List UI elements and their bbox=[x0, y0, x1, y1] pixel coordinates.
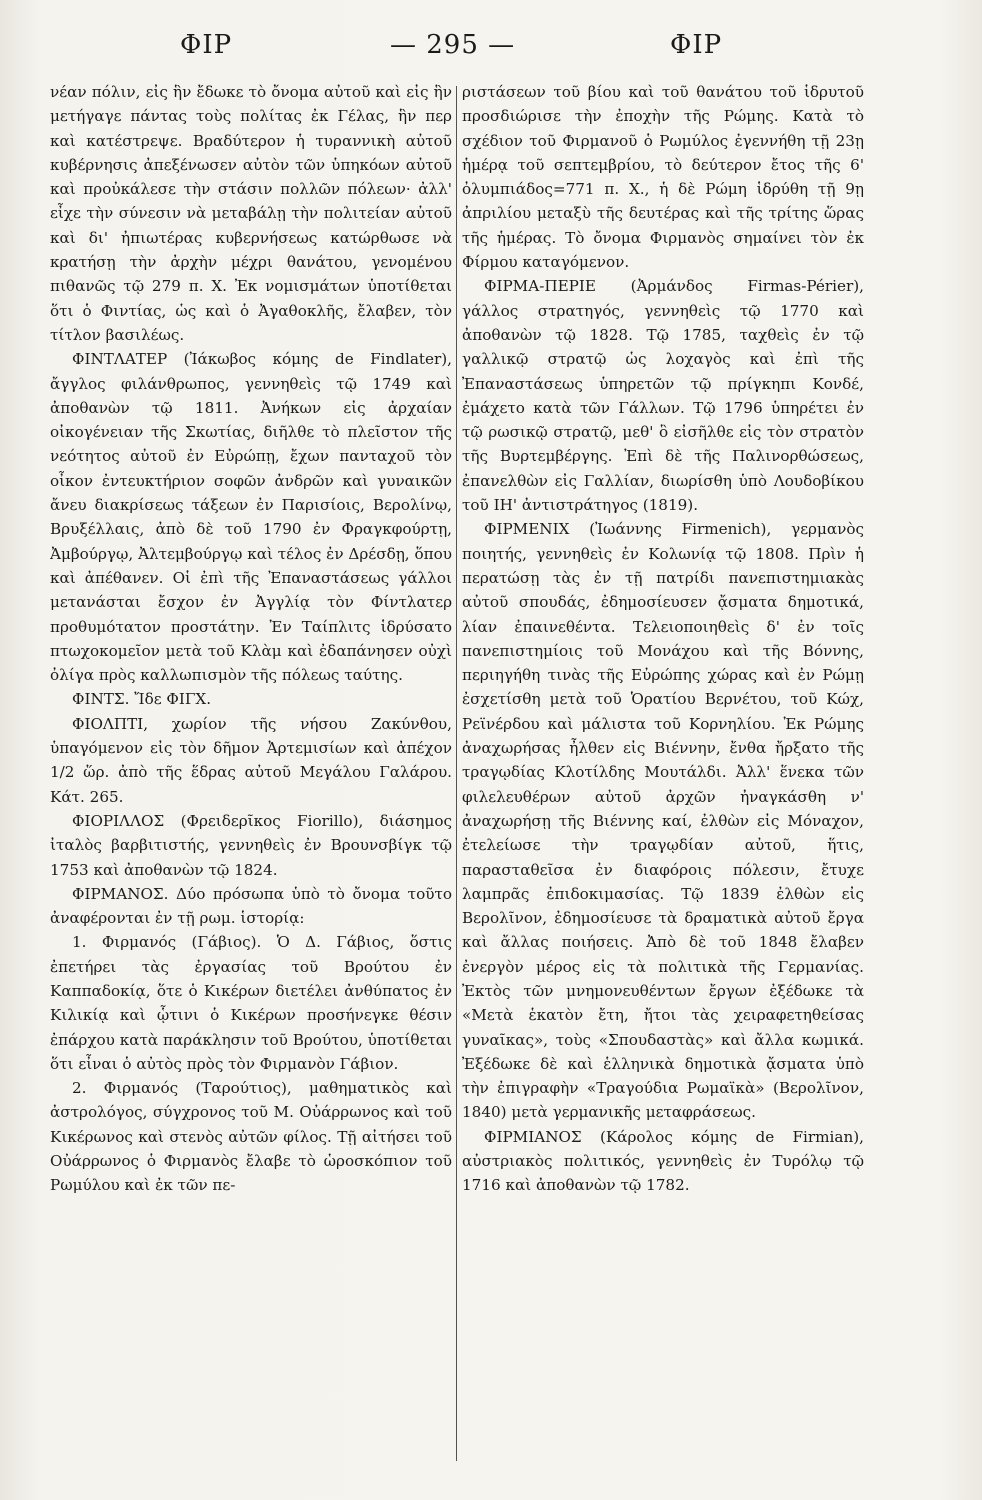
header-right-guide-word: ΦΙΡ bbox=[670, 30, 723, 60]
entry-firmian: ΦΙΡΜΙΑΝΟΣ (Κάρολος κόμης de Firmian), αὐστριακὸς πολιτικός, γεννηθεὶς ἐν Τυρόλῳ τῷ 1716 καὶ ἀποθανὼν τῷ 1782. bbox=[462, 1127, 864, 1195]
right-column bbox=[462, 80, 864, 1470]
page-number: — 295 — bbox=[390, 30, 516, 60]
entry-fiorillo: ΦΙΟΡΙΛΛΟΣ (Φρειδερῖκος Fiorillo), διάσημος ἰταλὸς βαρβιτιστής, γεννηθεὶς ἐν Βρουνσβίγκ τῷ 1753 καὶ ἀποθανὼν τῷ 1824. bbox=[50, 811, 452, 879]
entry-firmas-perier: ΦΙΡΜΑ-ΠΕΡΙΕ (Ἀρμάνδος Firmas-Périer), γάλλος στρατηγός, γεννηθεὶς τῷ 1770 καὶ ἀποθανὼν τῷ 1828. Τῷ 1785, ταχθεὶς ἐν τῷ γαλλικῷ στρατῷ ὡς λοχαγὸς καὶ ἐπὶ τῆς Ἐπαναστάσεως ὑπηρετῶν τῷ πρίγκηπι Κονδέ, ἐμάχετο κατὰ τῶν Γάλλων. Τῷ 1796 ὑπηρέτει ἐν τῷ ρωσικῷ στρατῷ, μεθ' ὃ εἰσῆλθε εἰς τὸν στρατὸν τῆς Βυρτεμβέργης. Ἐπὶ δὲ τῆς Παλινορθώσεως, ἐπανελθὼν εἰς Γαλλίαν, διωρίσθη ὑπὸ Λουδοβίκου τοῦ ΙΗ' ἀντιστράτηγος (1819). bbox=[462, 277, 864, 515]
entry-phintias-continued: νέαν πόλιν, εἰς ἣν ἔδωκε τὸ ὄνομα αὐτοῦ καὶ εἰς ἣν μετήγαγε πάντας τοὺς πολίτας ἐκ Γέλας, ἣν περ καὶ κατέστρεψε. Βραδύτερον ἡ τυραννικὴ αὐτοῦ κυβέρνησις ἀπεξένωσεν αὐτὸν τῶν ὑπηκόων αὐτοῦ καὶ προὐκάλεσε τὴν στάσιν πολλῶν πόλεων· ἀλλ' εἶχε τὴν σύνεσιν νὰ μεταβάλῃ τὴν πολιτείαν αὐτοῦ καὶ δι' ἠπιωτέρας κυβερνήσεως κατώρθωσε νὰ κρατήσῃ τὴν ἀρχὴν μέχρι θανάτου, γενομένου πιθανῶς τῷ 279 π. Χ. Ἐκ νομισμάτων ὑποτίθεται ὅτι ὁ Φιντίας, ὡς καὶ ὁ Ἀγαθοκλῆς, ἔλαβεν, τὸν τίτλον βασιλέως. bbox=[50, 83, 452, 344]
entry-firmanos-taroutios: 2. Φιρμανός (Ταρούτιος), μαθηματικὸς καὶ ἀστρολόγος, σύγχρονος τοῦ Μ. Οὐάρρωνος καὶ τοῦ Κικέρωνος καὶ στενὸς αὐτῶν φίλος. Τῇ αἰτήσει τοῦ Οὐάρρωνος ὁ Φιρμανὸς ἔλαβε τὸ ὡροσκόπιον τοῦ Ρωμύλου καὶ ἐκ τῶν πε- bbox=[50, 1079, 452, 1195]
entry-firmanos-gabios: 1. Φιρμανός (Γάβιος). Ὁ Δ. Γάβιος, ὅστις ἐπετήρει τὰς ἐργασίας τοῦ Βρούτου ἐν Καππαδοκίᾳ, ὅτε ὁ Κικέρων διετέλει ἀνθύπατος ἐν Κιλικίᾳ καὶ ᾧτινι ὁ Κικέρων προσήνεγκε θέσιν ἐπάρχου κατὰ παράκλησιν τοῦ Βρούτου, ὑποτίθεται ὅτι εἶναι ὁ αὐτὸς πρὸς τὸν Φιρμανὸν Γάβιον. bbox=[50, 933, 452, 1073]
entry-firmanos: ΦΙΡΜΑΝΟΣ. Δύο πρόσωπα ὑπὸ τὸ ὄνομα τοῦτο ἀναφέρονται ἐν τῇ ρωμ. ἱστορίᾳ: bbox=[50, 884, 452, 928]
header-left-guide-word: ΦΙΡ bbox=[180, 30, 233, 60]
entry-phints: ΦΙΝΤΣ. Ἴδε ΦΙΓΧ. bbox=[72, 690, 212, 709]
running-header bbox=[60, 30, 890, 74]
column-divider bbox=[456, 86, 457, 1461]
left-column bbox=[50, 80, 452, 1470]
entry-fiolpti: ΦΙΟΛΠΤΙ, χωρίον τῆς νήσου Ζακύνθου, ὑπαγόμενον εἰς τὸν δῆμον Ἀρτεμισίων καὶ ἀπέχον 1/2 ὥρ. ἀπὸ τῆς ἕδρας αὐτοῦ Μεγάλου Γαλάρου. Κάτ. 265. bbox=[50, 714, 452, 806]
entry-findlater: ΦΙΝΤΛΑΤΕΡ (Ἰάκωβος κόμης de Findlater), ἄγγλος φιλάνθρωπος, γεννηθεὶς τῷ 1749 καὶ ἀποθανὼν τῷ 1811. Ἀνήκων εἰς ἀρχαίαν οἰκογένειαν τῆς Σκωτίας, διῆλθε τὸ πλεῖστον τῆς νεότητος αὐτοῦ ἐν Εὐρώπῃ, ἔχων πανταχοῦ τὸν οἶκον ἐντευκτήριον σοφῶν ἀνδρῶν καὶ γυναικῶν ἄνευ διακρίσεως τάξεων ἐν Παρισίοις, Βερολίνῳ, Βρυξέλλαις, ἀπὸ δὲ τοῦ 1790 ἐν Φραγκφούρτῃ, Ἀμβούργῳ, Ἀλτεμβούργῳ καὶ τέλος ἐν Δρέσδῃ, ὅπου καὶ ἀπέθανεν. Οἱ ἐπὶ τῆς Ἐπαναστάσεως γάλλοι μετανάσται ἔσχον ἐν Ἀγγλίᾳ τὸν Φίντλατερ προθυμότατον προστάτην. Ἐν Ταίπλιτς ἱδρύσατο πτωχοκομεῖον μετὰ τοῦ Κλὰμ καὶ ἐδαπάνησεν οὐχὶ ὀλίγα πρὸς καλλωπισμὸν τῆς πόλεως ταύτης. bbox=[50, 350, 452, 685]
entry-firmanos-continued: ριστάσεων τοῦ βίου καὶ τοῦ θανάτου τοῦ ἱδρυτοῦ προσδιώρισε τὴν ἐποχὴν τῆς Ρώμης. Κατὰ τὸ σχέδιον τοῦ Φιρμανοῦ ὁ Ρωμύλος ἐγεννήθη τῇ 23ῃ ἡμέρᾳ τοῦ σεπτεμβρίου, τὸ δεύτερον ἔτος τῆς 6' ὀλυμπιάδος=771 π. Χ., ἡ δὲ Ρώμη ἱδρύθη τῇ 9ῃ ἀπριλίου μεταξὺ τῆς δευτέρας καὶ τῆς τρίτης ὥρας τῆς ἡμέρας. Τὸ ὄνομα Φιρμανὸς σημαίνει τὸν ἐκ Φίρμου καταγόμενον. bbox=[462, 83, 864, 272]
entry-firmenich: ΦΙΡΜΕΝΙΧ (Ἰωάννης Firmenich), γερμανὸς ποιητής, γεννηθεὶς ἐν Κολωνίᾳ τῷ 1808. Πρὶν ἡ περατώσῃ τὰς ἐν τῇ πατρίδι πανεπιστημιακὰς αὐτοῦ σπουδάς, ἐδημοσίευσεν ᾄσματα δημοτικά, λίαν ἐπαινεθέντα. Τελειοποιηθεὶς δ' ἐν τοῖς πανεπιστημίοις τοῦ Μονάχου καὶ τῆς Βόννης, περιηγήθη τινὰς τῆς Εὐρώπης χώρας καὶ ἐν Ρώμῃ ἐσχετίσθη μετὰ τοῦ Ὁρατίου Βερνέτου, τοῦ Κώχ, Ρεϊνέρδου καὶ μάλιστα τοῦ Κορνηλίου. Ἐκ Ρώμης ἀναχωρήσας ἦλθεν εἰς Βιέννην, ἔνθα ἤρξατο τῆς τραγῳδίας Κλοτίλδης Μουτάλδι. Ἀλλ' ἕνεκα τῶν φιλελευθέρων αὐτοῦ ἀρχῶν ἠναγκάσθη ν' ἀναχωρήσῃ τῆς Βιέννης καί, ἐλθὼν εἰς Μόναχον, ἐτελείωσε τὴν τραγῳδίαν αὐτοῦ, ἥτις, παρασταθεῖσα ἐν διαφόροις πόλεσιν, ἔτυχε λαμπρᾶς ἐπιδοκιμασίας. Τῷ 1839 ἐλθὼν εἰς Βερολῖνον, ἐδημοσίευσε τὰ δραματικὰ αὐτοῦ ἔργα καὶ ἄλλας ποιήσεις. Ἀπὸ δὲ τοῦ 1848 ἔλαβεν ἐνεργὸν μέρος εἰς τὰ πολιτικὰ τῆς Γερμανίας. Ἐκτὸς τῶν μνημονευθέντων ἔργων ἐξέδωκε τὰ «Μετὰ ἑκατὸν ἔτη, ἤτοι τὰς χειραφετηθείσας γυναῖκας», τοὺς «Σπουδαστὰς» καὶ ἄλλα κωμικά. Ἐξέδωκε δὲ καὶ ἑλληνικὰ δημοτικὰ ᾄσματα ὑπὸ τὴν ἐπιγραφὴν «Τραγούδια Ρωμαϊκὰ» (Βερολῖνον, 1840) μετὰ γερμανικῆς μεταφράσεως. bbox=[462, 520, 864, 1122]
